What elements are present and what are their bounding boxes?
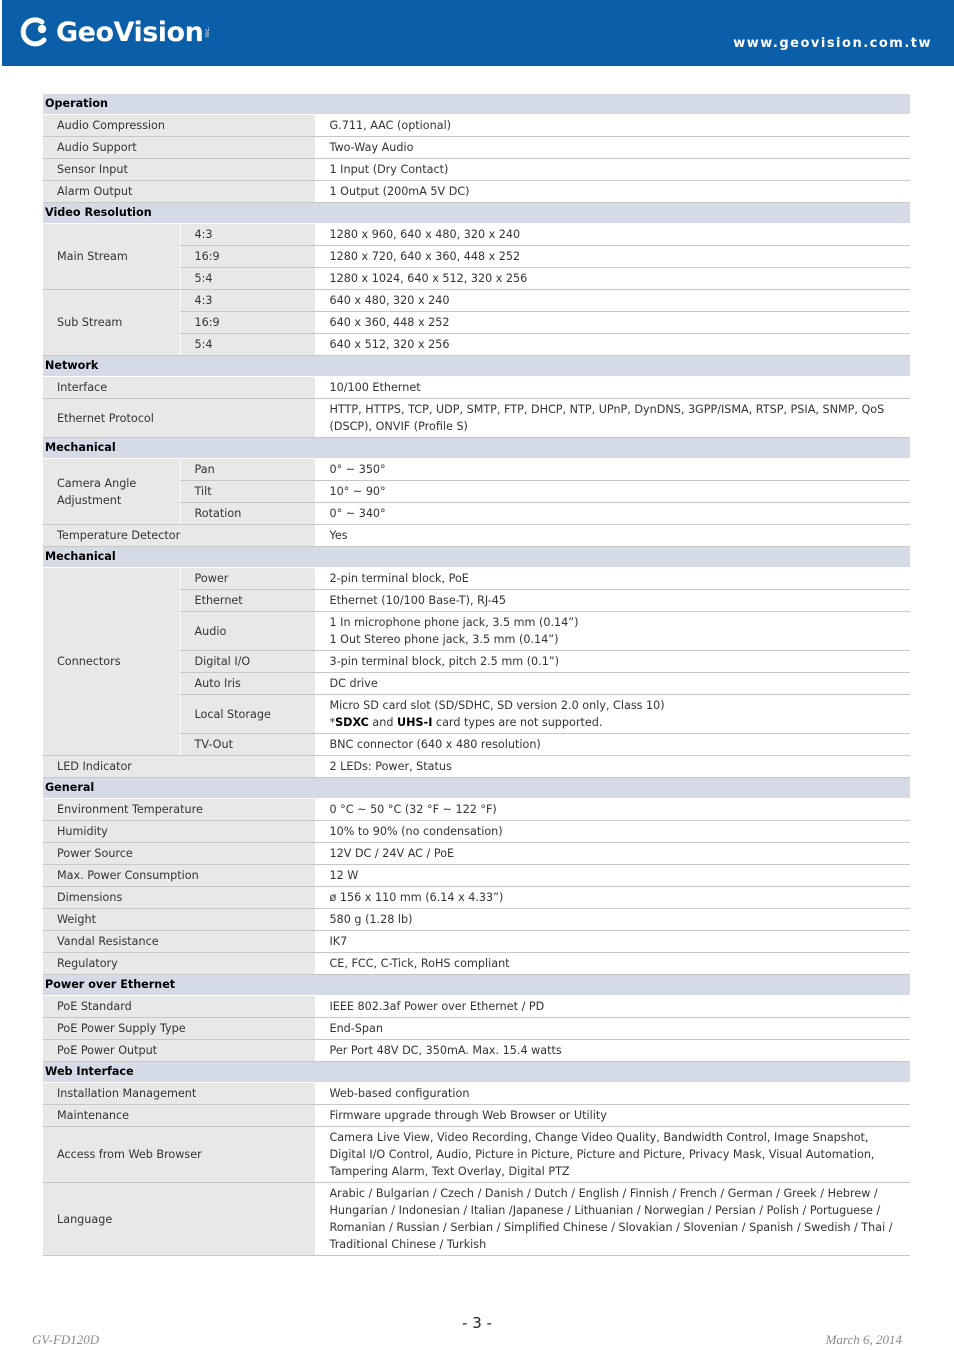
section-title: Operation [43,94,910,115]
section-title: Mechanical [43,547,910,568]
spec-row [43,1127,910,1183]
spec-label: Dimensions [43,887,315,909]
spec-row [43,181,910,203]
section-header [43,547,910,568]
spec-label: Installation Management [43,1083,315,1105]
spec-note [330,714,907,731]
spec-value: 3-pin terminal block, pitch 2.5 mm (0.1”) [329,655,560,668]
spec-label: Ethernet Protocol [43,399,315,438]
spec-label: PoE Power Supply Type [43,1018,315,1040]
spec-value-line2: 1 Out Stereo phone jack, 3.5 mm (0.14”) [329,633,559,646]
spec-label: Interface [43,377,315,399]
section-title: Web Interface [43,1062,910,1083]
spec-value: 1280 x 720, 640 x 360, 448 x 252 [329,250,521,263]
spec-row [43,865,910,887]
spec-value: 640 x 512, 320 x 256 [329,338,450,351]
spec-label: Alarm Output [43,181,315,203]
spec-value-cell [315,673,910,695]
spec-label: Power Source [43,843,315,865]
spec-value-cell [315,459,910,481]
spec-value: Micro SD card slot (SD/SDHC, SD version 2.0 only, Class 10) [329,699,665,712]
spec-label: Audio Compression [43,115,315,137]
spec-row [43,909,910,931]
specification-table [43,94,910,1256]
spec-value: HTTP, HTTPS, TCP, UDP, SMTP, FTP, DHCP, NTP, UPnP, DynDNS, 3GPP/ISMA, RTSP, PSIA, SNMP, QoS (DSCP), ONVIF (Profile S) [315,399,910,438]
spec-value: 1280 x 960, 640 x 480, 320 x 240 [329,228,521,241]
spec-row [43,290,910,312]
spec-label: Environment Temperature [43,799,315,821]
spec-sub-label: Rotation [180,503,315,525]
spec-value: IEEE 802.3af Power over Ethernet / PD [315,996,910,1018]
spec-value-cell [315,651,910,673]
spec-value: Camera Live View, Video Recording, Change Video Quality, Bandwidth Control, Image Snapshot, Digital I/O Control, Audio, Picture in Picture, Picture and Picture, Privacy Mask, Visual Automation, Tampering Alarm, Text Overlay, Digital PTZ [315,1127,910,1183]
spec-label: PoE Standard [43,996,315,1018]
spec-row [43,459,910,481]
spec-value: 0° ~ 350° [329,463,386,476]
spec-sub-label: Ethernet [180,590,315,612]
website-url[interactable]: www.geovision.com.tw [733,36,932,51]
geovision-logo-icon [20,15,52,49]
spec-value-cell [315,695,910,734]
spec-value: Web-based configuration [315,1083,910,1105]
spec-row [43,1183,910,1256]
spec-label: Max. Power Consumption [43,865,315,887]
spec-label: Regulatory [43,953,315,975]
spec-value: 10% to 90% (no condensation) [315,821,910,843]
spec-row [43,799,910,821]
spec-sub-label: 4:3 [180,224,315,246]
spec-row [43,1105,910,1127]
spec-value: 12V DC / 24V AC / PoE [315,843,910,865]
section-header [43,356,910,377]
spec-row [43,953,910,975]
section-header [43,203,910,224]
section-title: General [43,778,910,799]
spec-value: Two-Way Audio [315,137,910,159]
spec-row [43,137,910,159]
spec-value: 2-pin terminal block, PoE [329,572,469,585]
spec-sub-label: Audio [180,612,315,651]
spec-value: 12 W [315,865,910,887]
section-header [43,94,910,115]
spec-value-cell [315,290,910,312]
spec-sub-label: 16:9 [180,246,315,268]
spec-label: Humidity [43,821,315,843]
spec-row [43,1018,910,1040]
spec-label: PoE Power Output [43,1040,315,1062]
spec-label: Language [43,1183,315,1256]
spec-value-cell [315,312,910,334]
spec-value: Firmware upgrade through Web Browser or Utility [315,1105,910,1127]
spec-sub-label: Auto Iris [180,673,315,695]
spec-value-cell [315,734,910,756]
spec-value: 1 Input (Dry Contact) [315,159,910,181]
spec-row [43,224,910,246]
spec-group-label: Connectors [43,568,180,756]
spec-value: IK7 [315,931,910,953]
brand-name: GeoVision [56,16,204,48]
spec-label: Sensor Input [43,159,315,181]
spec-sub-label: Power [180,568,315,590]
spec-sub-label: Local Storage [180,695,315,734]
spec-value-cell [315,246,910,268]
note-mid: and [368,716,398,729]
note-bold-uhsi: UHS-I [397,716,433,729]
spec-sub-label: 5:4 [180,334,315,356]
spec-value: Ethernet (10/100 Base-T), RJ-45 [329,594,507,607]
spec-row [43,399,910,438]
spec-value: 640 x 480, 320 x 240 [329,294,450,307]
spec-value: 10/100 Ethernet [315,377,910,399]
spec-value-cell [315,224,910,246]
geovision-logo [20,12,211,52]
section-title: Mechanical [43,438,910,459]
spec-row [43,115,910,137]
spec-label: Weight [43,909,315,931]
spec-value-cell [315,481,910,503]
spec-row [43,568,910,590]
page-header [2,0,954,66]
spec-value: Per Port 48V DC, 350mA. Max. 15.4 watts [315,1040,910,1062]
spec-group-label: Main Stream [43,224,180,290]
spec-row [43,159,910,181]
spec-value: 0° ~ 340° [329,507,386,520]
spec-row [43,1083,910,1105]
spec-value: 10° ~ 90° [329,485,386,498]
spec-value: DC drive [329,677,378,690]
spec-sub-label: 16:9 [180,312,315,334]
spec-sub-label: Digital I/O [180,651,315,673]
note-prefix: * [329,716,336,729]
spec-row [43,931,910,953]
spec-label: Maintenance [43,1105,315,1127]
spec-value: 1 In microphone phone jack, 3.5 mm (0.14”) [329,616,579,629]
spec-row [43,525,910,547]
spec-value: 580 g (1.28 lb) [315,909,910,931]
note-bold-sdxc: SDXC [335,716,369,729]
spec-value: 2 LEDs: Power, Status [315,756,910,778]
spec-value: 640 x 360, 448 x 252 [329,316,450,329]
spec-sub-label: 4:3 [180,290,315,312]
note-suffix: card types are not supported. [432,716,603,729]
spec-row [43,756,910,778]
spec-value: Arabic / Bulgarian / Czech / Danish / Dutch / English / Finnish / French / German / Greek / Hebrew / Hungarian / Indonesian / Italian /Japanese / Lithuanian / Norwegian / Persian / Polish / Portuguese / Romanian / Russian / Serbian / Simplified Chinese / Slovakian / Slovenian / Spanish / Swedish / Thai / Traditional Chinese / Turkish [315,1183,910,1256]
spec-value: G.711, AAC (optional) [315,115,910,137]
section-header [43,778,910,799]
section-header [43,975,910,996]
spec-label: Access from Web Browser [43,1127,315,1183]
spec-sub-label: Pan [180,459,315,481]
section-title: Network [43,356,910,377]
spec-row [43,377,910,399]
page-number: - 3 - [462,1314,492,1332]
spec-value-cell [315,612,910,651]
spec-label: LED Indicator [43,756,315,778]
spec-group-label: Sub Stream [43,290,180,356]
spec-value-cell [315,268,910,290]
footer-date: March 6, 2014 [825,1332,902,1347]
spec-value-cell [315,590,910,612]
spec-value: BNC connector (640 x 480 resolution) [329,738,541,751]
spec-label: Vandal Resistance [43,931,315,953]
spec-value: End-Span [315,1018,910,1040]
brand-suffix: Inc. [205,26,212,38]
spec-value: ø 156 x 110 mm (6.14 x 4.33”) [315,887,910,909]
spec-sub-label: TV-Out [180,734,315,756]
spec-value: 1280 x 1024, 640 x 512, 320 x 256 [329,272,528,285]
spec-label: Temperature Detector [43,525,315,547]
section-title: Video Resolution [43,203,910,224]
spec-value-cell [315,334,910,356]
spec-row [43,996,910,1018]
spec-value-cell [315,503,910,525]
spec-group-label: Camera Angle Adjustment [43,459,180,525]
spec-value: 0 °C ~ 50 °C (32 °F ~ 122 °F) [315,799,910,821]
spec-row [43,843,910,865]
section-header [43,1062,910,1083]
spec-value: 1 Output (200mA 5V DC) [315,181,910,203]
section-title: Power over Ethernet [43,975,910,996]
spec-row [43,821,910,843]
spec-row [43,887,910,909]
footer-model: GV-FD120D [32,1332,100,1347]
spec-value-cell [315,568,910,590]
spec-row [43,1040,910,1062]
spec-sub-label: 5:4 [180,268,315,290]
spec-value: Yes [315,525,910,547]
spec-sub-label: Tilt [180,481,315,503]
spec-label: Audio Support [43,137,315,159]
section-header [43,438,910,459]
spec-value: CE, FCC, C-Tick, RoHS compliant [315,953,910,975]
